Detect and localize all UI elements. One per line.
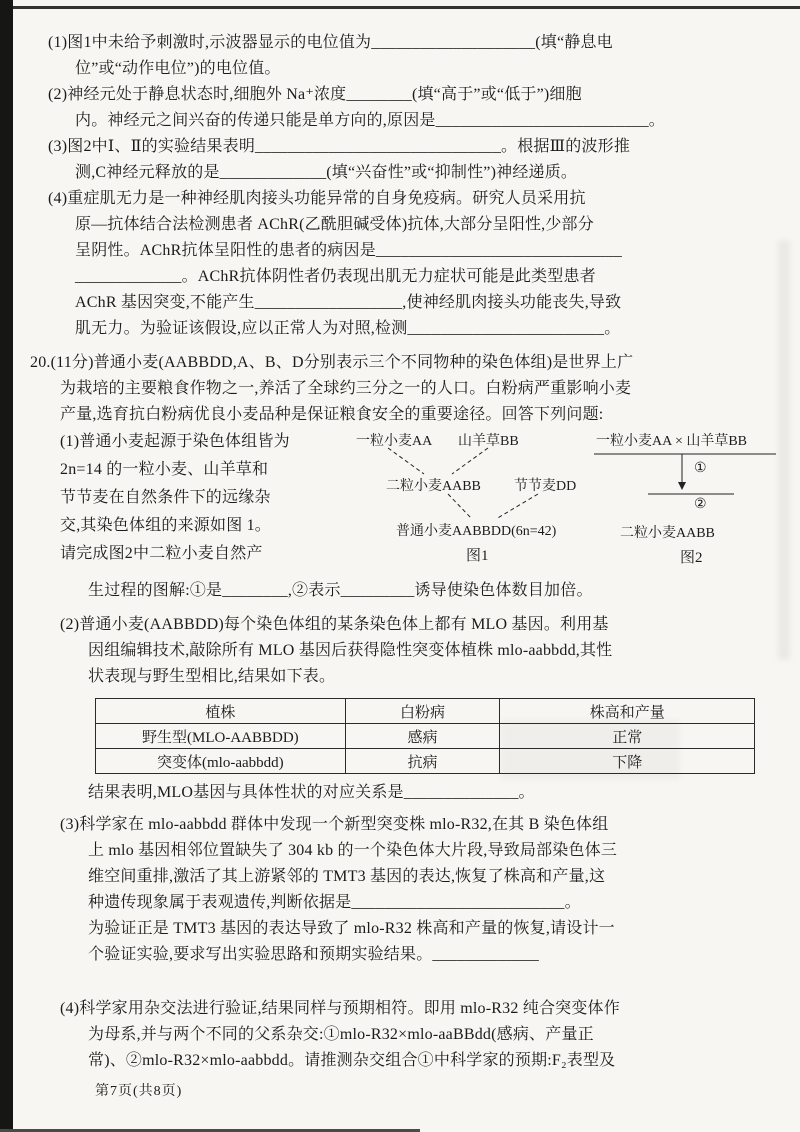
scan-edge-left xyxy=(0,0,13,1132)
table-cell: 突变体(mlo-aabbdd) xyxy=(96,749,346,774)
question-line: AChR 基因突变,不能产生__________________,使神经肌肉接头功能丧失,导致 xyxy=(75,294,622,311)
question-line: 个验证实验,要求写出实验思路和预期实验结果。_____________ xyxy=(88,946,540,963)
table-cell: 野生型(MLO-AABBDD) xyxy=(96,724,346,749)
table-header-cell: 株高和产量 xyxy=(500,699,755,724)
table-row xyxy=(96,724,755,749)
phenotype-results-table xyxy=(95,698,755,774)
fig2-result-label: 二粒小麦AABB xyxy=(620,526,715,541)
table-cell: 感病 xyxy=(345,724,500,749)
question-line: (3)图2中Ⅰ、Ⅱ的实验结果表明______________________________。根据Ⅲ的波形推 xyxy=(48,138,631,155)
question-line: 因组编辑技术,敲除所有 MLO 基因后获得隐性突变体植株 mlo-aabbdd,其性 xyxy=(88,642,613,659)
fig1-hybrid-label: 二粒小麦AABB xyxy=(386,479,481,494)
question-line: 结果表明,MLO基因与具体性状的对应关系是______________。 xyxy=(88,784,535,801)
question-line: _____________。AChR抗体阴性者仍表现出肌无力症状可能是此类型患者 xyxy=(75,268,596,285)
question-line: 呈阴性。AChR抗体呈阳性的患者的病因是______________________________ xyxy=(75,242,622,259)
fig1-parent1-label: 一粒小麦AA xyxy=(356,434,433,449)
question-line: 节节麦在自然条件下的远缘杂 xyxy=(60,489,271,506)
fig2-caption: 图2 xyxy=(680,550,703,566)
question-line: 为验证正是 TMT3 基因的表达导致了 mlo-R32 株高和产量的恢复,请设计一 xyxy=(88,920,615,937)
question-line: (3)科学家在 mlo-aabbdd 群体中发现一个新型突变株 mlo-R32,在其 B 染色体组 xyxy=(60,816,609,833)
question-line: (2)神经元处于静息状态时,细胞外 Na⁺浓度________(填“高于”或“低于”)细胞 xyxy=(48,86,582,103)
question-line: 交,其染色体组的来源如图 1。 xyxy=(60,517,272,534)
question-line: 种遗传现象属于表观遗传,判断依据是__________________________。 xyxy=(88,894,581,911)
fig1-caption: 图1 xyxy=(466,548,489,564)
question-line: (2)普通小麦(AABBDD)每个染色体组的某条染色体上都有 MLO 基因。利用基 xyxy=(60,616,609,633)
fig1-result-label: 普通小麦AABBDD(6n=42) xyxy=(396,524,557,539)
question-line: 生过程的图解:①是________,②表示_________诱导使染色体数目加倍。 xyxy=(88,582,593,599)
fig2-step2-marker: ② xyxy=(694,497,707,512)
question-line: (1)图1中未给予刺激时,示波器显示的电位值为____________________(填“静息电 xyxy=(48,34,613,51)
question-line: (4)重症肌无力是一种神经肌肉接头功能异常的自身免疫病。研究人员采用抗 xyxy=(48,190,586,207)
question-line: (4)科学家用杂交法进行验证,结果同样与预期相符。即用 mlo-R32 纯合突变体作 xyxy=(60,1000,620,1017)
question-line: 维空间重排,激活了其上游紧邻的 TMT3 基因的表达,恢复了株高和产量,这 xyxy=(88,868,606,885)
fig2-step1-marker: ① xyxy=(694,461,707,476)
table-cell: 正常 xyxy=(500,724,755,749)
question-line: 肌无力。为验证该假设,应以正常人为对照,检测________________________。 xyxy=(75,320,621,337)
question-line: 为母系,并与两个不同的父系杂交:①mlo-R32×mlo-aaBBdd(感病、产量正 xyxy=(88,1026,594,1043)
figure-connector-lines xyxy=(20,428,790,578)
question-20-heading: 20.(11分)普通小麦(AABBDD,A、B、D分别表示三个不同物种的染色体组)是世界上广 xyxy=(30,354,634,371)
fig1-parent3-label: 节节麦DD xyxy=(514,479,577,494)
question-line: 为栽培的主要粮食作物之一,养活了全球约三分之一的人口。白粉病严重影响小麦 xyxy=(60,380,632,397)
question-line: 2n=14 的一粒小麦、山羊草和 xyxy=(60,461,269,478)
question-line: 上 mlo 基因相邻位置缺失了 304 kb 的一个染色体大片段,导致局部染色体三 xyxy=(88,842,618,859)
question-line: 状表现与野生型相比,结果如下表。 xyxy=(88,668,336,685)
table-header-cell: 植株 xyxy=(96,699,346,724)
question-line: 内。神经元之间兴奋的传递只能是单方向的,原因是__________________________。 xyxy=(75,112,666,129)
question-line: 请完成图2中二粒小麦自然产 xyxy=(60,545,263,562)
table-row xyxy=(96,749,755,774)
page-content xyxy=(20,0,790,1132)
table-cell: 下降 xyxy=(500,749,755,774)
table-header-row xyxy=(96,699,755,724)
question-line: 产量,选育抗白粉病优良小麦品种是保证粮食安全的重要途径。回答下列问题: xyxy=(60,406,604,423)
table-header-cell: 白粉病 xyxy=(345,699,500,724)
fig1-parent2-label: 山羊草BB xyxy=(458,434,519,449)
answer-space xyxy=(20,968,790,996)
question-line: 原—抗体结合法检测患者 AChR(乙酰胆碱受体)抗体,大部分呈阳性,少部分 xyxy=(75,216,594,233)
table-cell: 抗病 xyxy=(345,749,500,774)
question-line: (1)普通小麦起源于染色体组皆为 xyxy=(60,433,290,450)
figure-block xyxy=(20,428,790,578)
fig2-cross-label: 一粒小麦AA × 山羊草BB xyxy=(596,434,748,449)
question-line: 常)、②mlo-R32×mlo-aabbdd。请推测杂交组合①中科学家的预期:F₂表型及 xyxy=(88,1052,616,1069)
page-footer: 第7页(共8页) xyxy=(95,1084,183,1099)
question-line: 位”或“动作电位”)的电位值。 xyxy=(75,60,281,77)
question-line: 测,C神经元释放的是_____________(填“兴奋性”或“抑制性”)神经递质。 xyxy=(75,164,578,181)
